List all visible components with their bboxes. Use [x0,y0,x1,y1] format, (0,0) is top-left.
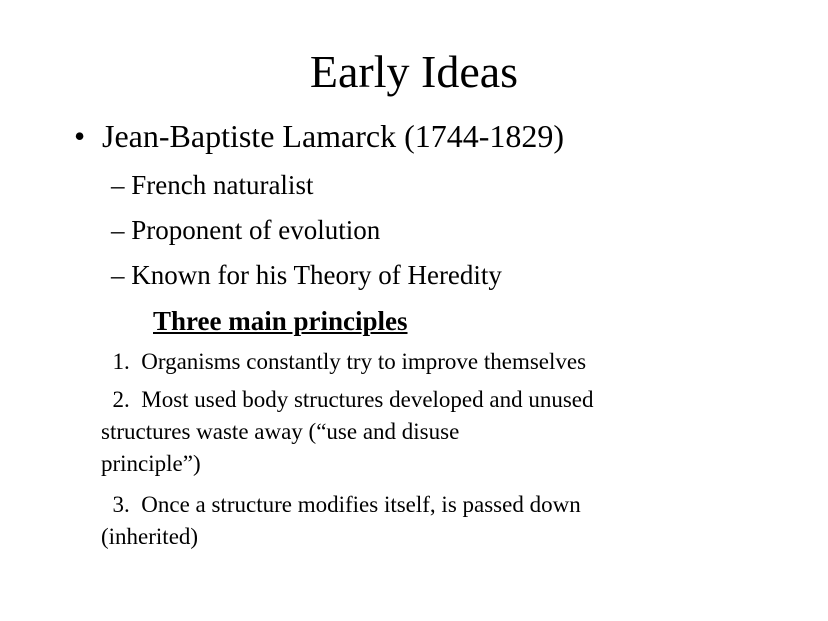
principle-3 [101,489,721,553]
principle-2 [101,384,721,480]
sub-item-proponent: – Proponent of evolution [111,215,381,245]
principle-line: 3. Once a structure modifies itself, is passed down [101,492,581,517]
principle-line: 1. Organisms constantly try to improve themselves [101,349,587,374]
bullet-lamarck [74,113,564,159]
principle-line: (inherited) [101,524,199,549]
slide-title: Early Ideas [309,46,519,97]
principle-1 [101,346,721,378]
bullet-text: Jean-Baptiste Lamarck (1744-1829) [102,118,565,154]
principle-line: 2. Most used body structures developed and unused [101,387,594,412]
principle-line: principle”) [101,451,201,476]
sub-item-naturalist: – French naturalist [111,170,314,200]
principles-heading: Three main principles [153,306,408,336]
bullet-marker: • [74,118,86,154]
principle-line: structures waste away (“use and disuse [101,419,460,444]
sub-item-heredity: – Known for his Theory of Heredity [111,260,502,290]
